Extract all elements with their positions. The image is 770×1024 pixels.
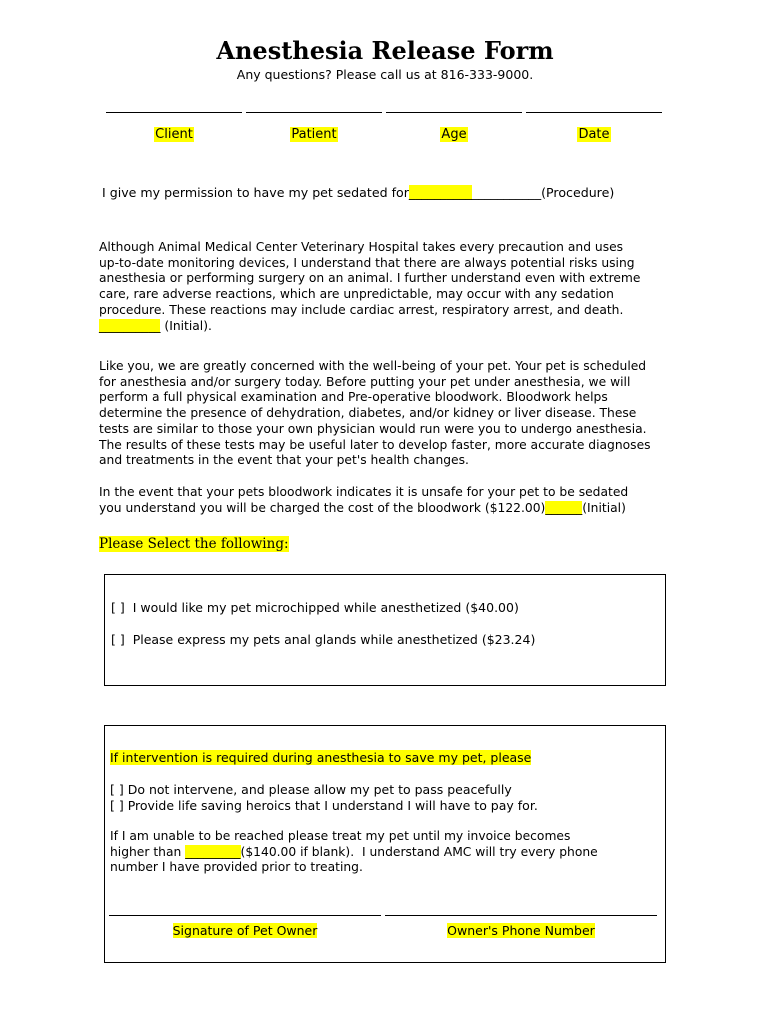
procedure-permission	[102, 185, 614, 201]
age-field[interactable]	[386, 112, 522, 142]
bloodwork-line: Like you, we are greatly concerned with the well-being of your pet. Your pet is scheduled	[99, 359, 647, 373]
age-label: Age	[441, 127, 467, 142]
page-title: Anesthesia Release Form	[216, 36, 554, 65]
page-subtitle: Any questions? Please call us at 816-333-9000.	[236, 67, 534, 82]
intervention-box	[104, 725, 666, 963]
date-label: Date	[578, 127, 610, 142]
phone-label	[385, 923, 657, 939]
bloodwork-line: perform a full physical examination and Pre-operative bloodwork. Bloodwork helps	[99, 390, 608, 405]
limit-prefix: higher than	[110, 844, 186, 859]
patient-field[interactable]	[246, 112, 382, 142]
date-line	[526, 112, 662, 123]
risk-line: Although Animal Medical Center Veterinary Hospital takes every precaution and uses	[99, 240, 624, 254]
option-label: Please express my pets anal glands while anesthetized ($23.24)	[132, 632, 536, 647]
intervention-heading-text: If intervention is required during anesthesia to save my pet, please	[110, 750, 532, 765]
unsafe-initial-line	[99, 501, 669, 517]
procedure-prefix: I give my permission to have my pet sedated for	[102, 185, 409, 200]
risk-initial-blank[interactable]: __________	[99, 318, 161, 333]
signature-line[interactable]	[109, 915, 381, 916]
risk-initial-label: (Initial).	[160, 318, 212, 333]
risk-initial-line	[99, 319, 669, 335]
risk-line: up-to-date monitoring devices, I understand that there are always potential risks using	[99, 255, 635, 270]
intervention-choice-no[interactable]: [ ] Do not intervene, and please allow my pet to pass peacefully	[110, 782, 512, 797]
limit-line	[110, 845, 660, 861]
intervention-limit-paragraph	[110, 829, 660, 876]
limit-blank[interactable]: _________	[185, 844, 241, 859]
phone-label-text: Owner's Phone Number	[447, 923, 595, 938]
option-label: I would like my pet microchipped while anesthetized ($40.00)	[132, 600, 519, 615]
select-heading-text: Please Select the following:	[99, 536, 289, 552]
unsafe-paragraph	[99, 485, 669, 516]
risk-line: procedure. These reactions may include cardiac arrest, respiratory arrest, and death.	[99, 302, 624, 317]
patient-label: Patient	[291, 127, 337, 142]
bloodwork-line: for anesthesia and/or surgery today. Before putting your pet under anesthesia, we will	[99, 374, 631, 389]
select-heading	[99, 536, 289, 552]
unsafe-line-prefix: you understand you will be charged the cost of the bloodwork ($122.00)	[99, 500, 546, 515]
bloodwork-line: and treatments in the event that your pet's health changes.	[99, 453, 469, 468]
bloodwork-line: tests are similar to those your own physician would run were you to undergo anesthesia.	[99, 421, 647, 436]
bloodwork-line: The results of these tests may be useful later to develop faster, more accurate diagnoses	[99, 437, 651, 452]
client-label: Client	[155, 127, 193, 142]
limit-line: If I am unable to be reached please treat my pet until my invoice becomes	[110, 829, 571, 843]
option-checkbox[interactable]: [ ]	[111, 600, 125, 615]
date-field[interactable]	[526, 112, 662, 142]
risk-line: care, rare adverse reactions, which are unpredictable, may occur with any sedation	[99, 287, 614, 302]
bloodwork-paragraph	[99, 359, 669, 469]
intervention-choice-yes[interactable]: [ ] Provide life saving heroics that I understand I will have to pay for.	[110, 798, 538, 813]
option-microchip[interactable]	[111, 600, 519, 616]
procedure-suffix: (Procedure)	[541, 185, 615, 200]
option-anal-glands[interactable]	[111, 632, 535, 648]
risk-paragraph	[99, 240, 669, 334]
client-field[interactable]	[106, 112, 242, 142]
signature-label	[109, 923, 381, 939]
client-line	[106, 112, 242, 123]
procedure-blank[interactable]: ___________	[471, 185, 542, 200]
signature-label-text: Signature of Pet Owner	[172, 923, 318, 938]
bloodwork-line: determine the presence of dehydration, diabetes, and/or kidney or liver disease. These	[99, 406, 637, 421]
risk-line: anesthesia or performing surgery on an animal. I further understand even with extreme	[99, 271, 641, 286]
patient-line	[246, 112, 382, 123]
limit-line: number I have provided prior to treating.	[110, 860, 363, 875]
unsafe-line: In the event that your pets bloodwork indicates it is unsafe for your pet to be sedated	[99, 485, 629, 499]
intervention-heading	[110, 750, 531, 766]
procedure-blank-highlighted[interactable]: __________	[408, 185, 472, 200]
limit-suffix: ($140.00 if blank). I understand AMC will try every phone	[240, 844, 598, 859]
unsafe-initial-blank[interactable]: ______	[545, 500, 583, 515]
phone-line[interactable]	[385, 915, 657, 916]
options-box	[104, 574, 666, 686]
unsafe-initial-label: (Initial)	[582, 500, 626, 515]
age-line	[386, 112, 522, 123]
option-checkbox[interactable]: [ ]	[111, 632, 125, 647]
